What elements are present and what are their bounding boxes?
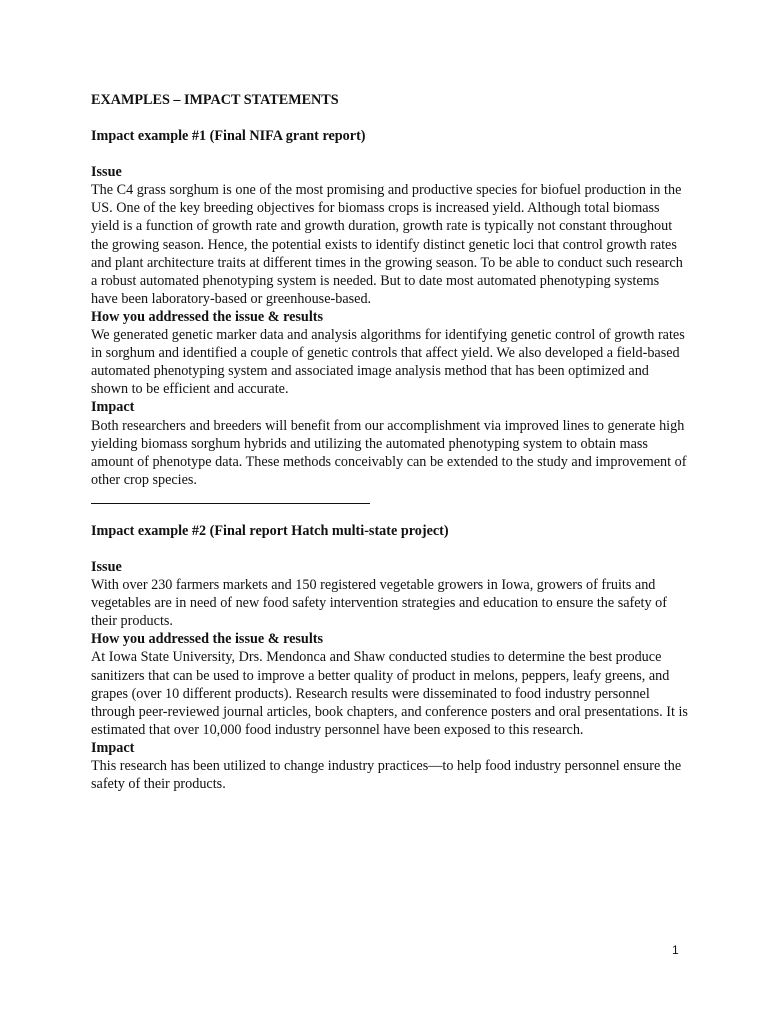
- impact-text: Both researchers and breeders will benefit from our accomplishment via improved lines to generate high yielding biomass sorghum hybrids and utilizing the automated phenotyping system to obtain mass amount of phenotype data. These methods conceivably can be extended to the study and improvement of other crop species.: [91, 417, 687, 488]
- impact-example-2: [91, 522, 689, 793]
- addressed-label: How you addressed the issue & results: [91, 631, 324, 648]
- page-number: 1: [672, 943, 679, 957]
- spacer: [91, 540, 689, 558]
- issue-text: With over 230 farmers markets and 150 registered vegetable growers in Iowa, growers of fruits and vegetables are in need of new food safety intervention strategies and education to ensure the safety of their products.: [91, 577, 667, 630]
- document-title: EXAMPLES – IMPACT STATEMENTS: [91, 92, 339, 108]
- issue-label: Issue: [91, 164, 122, 181]
- example-heading: Impact example #1 (Final NIFA grant report): [91, 128, 366, 145]
- addressed-text: At Iowa State University, Drs. Mendonca and Shaw conducted studies to determine the best produce sanitizers that can be used to improve a better quality of product in melons, peppers, leafy greens, and grapes (over 10 different products). Research results were disseminated to food industry personnel through peer-reviewed journal articles, book chapters, and conference posters and oral presentations. It is estimated that over 10,000 food industry personnel have been exposed to this research.: [91, 649, 688, 738]
- issue-label: Issue: [91, 558, 122, 575]
- section-divider: [91, 503, 370, 504]
- document-body: [91, 91, 689, 793]
- impact-example-1: [91, 127, 689, 489]
- spacer: [91, 145, 689, 163]
- impact-label: Impact: [91, 399, 135, 416]
- example-heading: Impact example #2 (Final report Hatch multi-state project): [91, 522, 449, 539]
- issue-text: The C4 grass sorghum is one of the most promising and productive species for biofuel production in the US. One of the key breeding objectives for biomass crops is increased yield. Although total biomass yield is a function of growth rate and growth duration, growth rate is typically not constant throughout the growing season. Hence, the potential exists to identify distinct genetic loci that control growth rates and plant architecture traits at different times in the growing season. To be able to conduct such research a robust automated phenotyping system is needed. But to date most automated phenotyping systems have been laboratory-based or greenhouse-based.: [91, 182, 683, 307]
- impact-text: This research has been utilized to change industry practices—to help food industry personnel ensure the safety of their products.: [91, 758, 682, 793]
- addressed-label: How you addressed the issue & results: [91, 308, 324, 325]
- addressed-text: We generated genetic marker data and analysis algorithms for identifying genetic control of growth rates in sorghum and identified a couple of genetic controls that affect yield. We also developed a field-based automated phenotyping system and associated image analysis method that has been optimized and shown to be efficient and accurate.: [91, 327, 685, 398]
- impact-label: Impact: [91, 739, 135, 756]
- spacer: [91, 109, 689, 127]
